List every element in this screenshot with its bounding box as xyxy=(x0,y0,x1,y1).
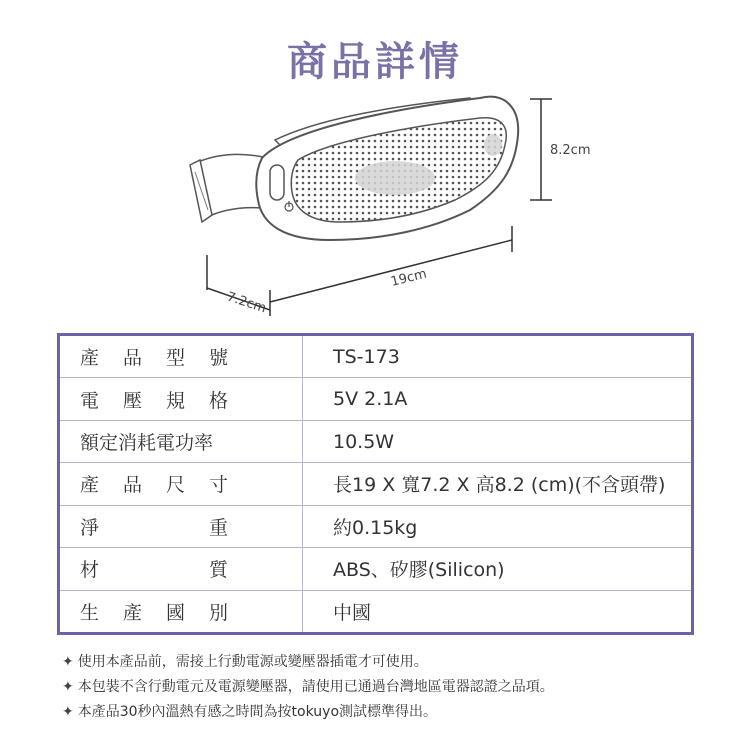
length-dimension xyxy=(270,226,512,316)
note-item xyxy=(62,650,554,675)
spec-row xyxy=(59,335,693,378)
note-text: 使用本產品前，需接上行動電源或變壓器插電才可使用。 xyxy=(77,654,428,670)
height-dimension xyxy=(530,99,591,200)
page-title: 商品詳情 xyxy=(287,39,463,85)
note-text: 本產品30秒內溫熱有感之時間為按tokuyo測試標準得出。 xyxy=(77,704,438,720)
spec-row xyxy=(59,590,693,633)
spec-label-char: 生 xyxy=(80,601,100,624)
spec-label-char: 額定消耗電功率 xyxy=(80,432,214,455)
notes-list xyxy=(62,650,554,725)
spec-label xyxy=(59,548,303,590)
note-item xyxy=(62,675,554,700)
star-icon: ✦ xyxy=(62,679,74,695)
spec-label-char: 尺 xyxy=(165,474,185,497)
width-dimension xyxy=(207,255,270,316)
spec-label xyxy=(59,463,303,505)
product-illustration xyxy=(0,0,750,330)
spec-label xyxy=(59,590,303,633)
spec-label xyxy=(59,420,303,462)
spec-row xyxy=(59,505,693,547)
spec-label-char: 淨 xyxy=(80,516,100,539)
spec-value: 約0.15kg xyxy=(303,505,693,547)
spec-label-char: 號 xyxy=(208,347,228,370)
spec-label-char: 電 xyxy=(80,389,100,412)
spec-label-char: 規 xyxy=(165,389,185,412)
spec-label-char: 格 xyxy=(208,389,228,412)
width-label: 7.2cm xyxy=(224,289,268,317)
spec-label-char: 品 xyxy=(122,347,142,370)
spec-label-char: 壓 xyxy=(122,389,142,412)
spec-label xyxy=(59,335,303,378)
spec-row xyxy=(59,548,693,590)
spec-value: 5V 2.1A xyxy=(303,378,693,420)
note-item xyxy=(62,700,554,725)
spec-value: ABS、矽膠(Silicon) xyxy=(303,548,693,590)
spec-row xyxy=(59,378,693,420)
spec-label-char: 產 xyxy=(80,474,100,497)
spec-value: 長19 X 寬7.2 X 高8.2 (cm)(不含頭帶) xyxy=(303,463,693,505)
spec-label-char: 別 xyxy=(208,601,228,624)
spec-row xyxy=(59,463,693,505)
spec-label-char: 產 xyxy=(80,347,100,370)
spec-label-char: 質 xyxy=(208,559,228,582)
spec-table xyxy=(57,333,694,635)
spec-label-char: 品 xyxy=(122,474,142,497)
spec-value: 中國 xyxy=(333,601,372,624)
spec-label-char: 產 xyxy=(122,601,142,624)
spec-label-char: 型 xyxy=(165,347,185,370)
star-icon: ✦ xyxy=(62,704,74,720)
note-text: 本包裝不含行動電元及電源變壓器，請使用已通過台灣地區電器認證之品項。 xyxy=(77,679,554,695)
length-label: 19cm xyxy=(389,266,429,290)
height-label: 8.2cm xyxy=(550,143,591,158)
star-icon: ✦ xyxy=(62,654,74,670)
spec-label-char: 材 xyxy=(80,559,100,582)
spec-label-char: 國 xyxy=(165,601,185,624)
spec-row xyxy=(59,420,693,462)
spec-value: 10.5W xyxy=(303,420,693,462)
spec-value: TS-173 xyxy=(303,335,693,378)
spec-label-char: 寸 xyxy=(208,474,228,497)
spec-label-char: 重 xyxy=(208,516,228,539)
spec-label xyxy=(59,378,303,420)
spec-label xyxy=(59,505,303,547)
